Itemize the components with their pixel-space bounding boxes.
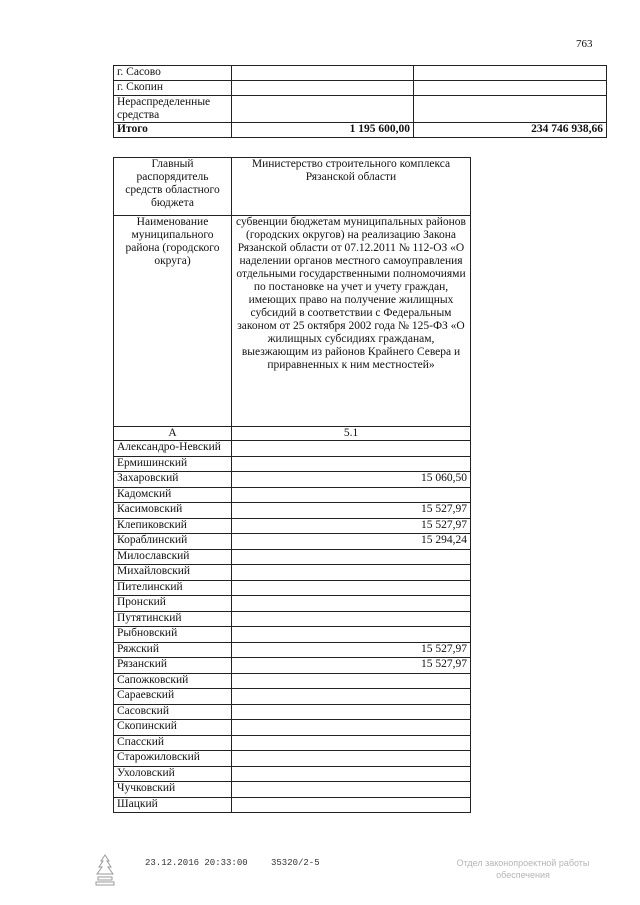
table-row — [114, 580, 471, 596]
district-name: Пителинский — [114, 580, 232, 596]
row-value — [414, 66, 607, 81]
table-row — [114, 441, 471, 457]
table-row — [114, 689, 471, 705]
district-value — [232, 441, 471, 457]
stamp-line: обеспечения — [496, 870, 550, 880]
district-value — [232, 611, 471, 627]
row-name: г. Сасово — [114, 66, 232, 81]
table-row — [114, 720, 471, 736]
table-row — [114, 642, 471, 658]
district-name: Клепиковский — [114, 518, 232, 534]
table-row — [114, 658, 471, 674]
table-row — [114, 456, 471, 472]
district-value: 15 527,97 — [232, 658, 471, 674]
district-value — [232, 456, 471, 472]
district-value — [232, 797, 471, 813]
total-row — [114, 123, 607, 138]
table-row — [114, 472, 471, 488]
district-name: Михайловский — [114, 565, 232, 581]
district-value — [232, 704, 471, 720]
district-value — [232, 766, 471, 782]
table-row — [114, 565, 471, 581]
table-row — [114, 766, 471, 782]
row-value — [232, 81, 414, 96]
district-name: Рязанский — [114, 658, 232, 674]
district-value — [232, 487, 471, 503]
district-value: 15 527,97 — [232, 642, 471, 658]
table-row — [114, 503, 471, 519]
column-index-row — [114, 427, 471, 441]
district-value: 15 060,50 — [232, 472, 471, 488]
district-name: Спасский — [114, 735, 232, 751]
district-name: Касимовский — [114, 503, 232, 519]
table-row — [114, 704, 471, 720]
row-name: Нераспределенные средства — [114, 96, 232, 123]
district-value — [232, 596, 471, 612]
top-table — [113, 65, 607, 138]
district-name: Сараевский — [114, 689, 232, 705]
column-index-a: А — [114, 427, 232, 441]
table-row — [114, 66, 607, 81]
table-row — [114, 611, 471, 627]
table-row — [114, 782, 471, 798]
footer-timestamp: 23.12.2016 20:33:00 — [145, 858, 248, 868]
district-value — [232, 673, 471, 689]
district-name: Старожиловский — [114, 751, 232, 767]
district-name: Шацкий — [114, 797, 232, 813]
district-name: Сасовский — [114, 704, 232, 720]
district-name: Рыбновский — [114, 627, 232, 643]
column-index-b: 5.1 — [232, 427, 471, 441]
table-row — [114, 797, 471, 813]
district-value — [232, 580, 471, 596]
total-label: Итого — [114, 123, 232, 138]
page-number: 763 — [576, 38, 593, 50]
header-value-cell: Министерство строительного комплекса Рязанской области — [232, 158, 471, 216]
table-row — [114, 549, 471, 565]
header-label-cell: Наименование муниципального района (городского округа) — [114, 216, 232, 427]
district-name: Кадомский — [114, 487, 232, 503]
table-row — [114, 534, 471, 550]
district-value — [232, 735, 471, 751]
table-row — [114, 673, 471, 689]
main-table — [113, 157, 471, 813]
stamp-line: Отдел законопроектной работы — [456, 858, 590, 868]
table-row — [114, 487, 471, 503]
table-row — [114, 751, 471, 767]
district-value: 15 294,24 — [232, 534, 471, 550]
header-row — [114, 158, 471, 216]
total-value: 1 195 600,00 — [232, 123, 414, 138]
district-value: 15 527,97 — [232, 518, 471, 534]
district-name: Кораблинский — [114, 534, 232, 550]
table-row — [114, 96, 607, 123]
district-name: Пронский — [114, 596, 232, 612]
district-value — [232, 751, 471, 767]
table-row — [114, 596, 471, 612]
registration-stamp — [438, 857, 608, 881]
footer-doc-id: 35320/2-5 — [271, 858, 320, 868]
table-row — [114, 81, 607, 96]
table-row — [114, 627, 471, 643]
district-value — [232, 627, 471, 643]
row-value — [414, 96, 607, 123]
district-name: Сапожковский — [114, 673, 232, 689]
district-value — [232, 689, 471, 705]
district-value — [232, 549, 471, 565]
district-name: Ермишинский — [114, 456, 232, 472]
district-name: Ухоловский — [114, 766, 232, 782]
district-name: Скопинский — [114, 720, 232, 736]
district-value — [232, 782, 471, 798]
district-name: Захаровский — [114, 472, 232, 488]
row-value — [414, 81, 607, 96]
emblem-icon — [92, 852, 118, 888]
district-value — [232, 720, 471, 736]
row-value — [232, 96, 414, 123]
table-row — [114, 518, 471, 534]
row-value — [232, 66, 414, 81]
row-name: г. Скопин — [114, 81, 232, 96]
header-label-cell: Главный распорядитель средств областного бюджета — [114, 158, 232, 216]
district-value — [232, 565, 471, 581]
district-name: Милославский — [114, 549, 232, 565]
district-value: 15 527,97 — [232, 503, 471, 519]
header-row — [114, 216, 471, 427]
header-value-cell: субвенции бюджетам муниципальных районов (городских округов) на реализацию Закона Рязанской области от 07.12.2011 № 112-ОЗ «О наделении органов местного самоуправления отдельными государственными полномочиями по постановке на учет и учету граждан, имеющих право на получение жилищных субсидий в соответствии с Федеральным законом от 25 октября 2002 года № 125-ФЗ «О жилищных субсидиях гражданам, выезжающим из районов Крайнего Севера и приравненных к ним местностей» — [232, 216, 471, 427]
district-name: Чучковский — [114, 782, 232, 798]
table-row — [114, 735, 471, 751]
district-name: Путятинский — [114, 611, 232, 627]
district-name: Ряжский — [114, 642, 232, 658]
district-name: Александро-Невский — [114, 441, 232, 457]
total-value: 234 746 938,66 — [414, 123, 607, 138]
